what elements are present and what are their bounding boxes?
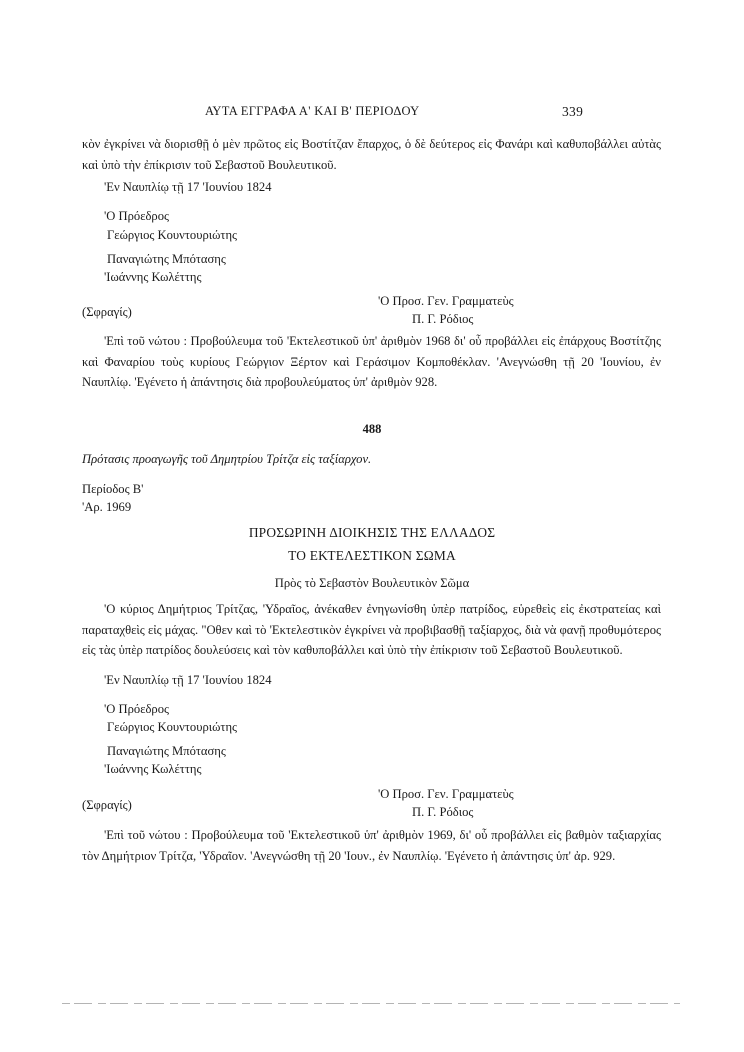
place-date-1: 'Εν Ναυπλίῳ τῇ 17 'Ιουνίου 1824	[104, 180, 272, 194]
seal-2: (Σφραγίς)	[82, 798, 132, 812]
president-title-1: 'Ο Πρόεδρος	[104, 209, 169, 223]
archive-number: 'Αρ. 1969	[82, 500, 132, 514]
verso-note-2: 'Επὶ τοῦ νώτου : Προβούλευμα τοῦ 'Εκτελεστικοῦ ὑπ' ἀριθμὸν 1969, δι' οὗ προβάλλει εἰς βαθμὸν ταξιαρχίας τὸν Δημήτριον Τρίτζα, 'Υδραῖον. 'Ανεγνώσθη τῇ 20 'Ιουν., ἐν Ναυπλίῳ. 'Εγένετο ἡ ἀπάντησις ὑπ' ἀρ. 929.	[82, 828, 661, 863]
signatory-1-2: Παναγιώτης Μπότασης	[107, 252, 226, 266]
secretary-title-2: 'Ο Προσ. Γεν. Γραμματεὺς	[378, 787, 514, 801]
president-title-2: 'Ο Πρόεδρος	[104, 702, 169, 716]
government-heading: ΠΡΟΣΩΡΙΝΗ ΔΙΟΙΚΗΣΙΣ ΤΗΣ ΕΛΛΑΔΟΣ	[248, 525, 496, 540]
scan-artifact-line	[62, 1003, 680, 1004]
signatory-1-1: Γεώργιος Κουντουριώτης	[107, 228, 238, 242]
continuation-paragraph: κὸν ἐγκρίνει νὰ διορισθῇ ὁ μὲν πρῶτος εἰς Βοστίτζαν ἔπαρχος, ὁ δὲ δεύτερος εἰς Φανάρι καὶ καθυποβάλλει αὐτὰς καὶ ὑπὸ τὴν ἐπίκρισιν τοῦ Σεβαστοῦ Βουλευτικοῦ.	[82, 137, 661, 172]
signatory-2-2: Παναγιώτης Μπότασης	[107, 744, 226, 758]
secretary-name-1: Π. Γ. Ρόδιος	[412, 312, 474, 326]
place-date-2: 'Εν Ναυπλίῳ τῇ 17 'Ιουνίου 1824	[104, 673, 272, 687]
document-number: 488	[362, 422, 382, 436]
seal-1: (Σφραγίς)	[82, 305, 132, 319]
page-number: 339	[562, 104, 584, 119]
verso-note-1: 'Επὶ τοῦ νώτου : Προβούλευμα τοῦ 'Εκτελεστικοῦ ὑπ' ἀριθμὸν 1968 δι' οὗ προβάλλει εἰς ἐπάρχους Βοστίτζης καὶ Φαναρίου τοὺς κυρίους Γεώργιον Ξέρτον καὶ Γεράσιμον Κομποθέκλαν. 'Ανεγνώσθη τῇ 20 'Ιουνίου, ἐν Ναυπλίῳ. 'Εγένετο ἡ ἀπάντησις διὰ προβουλεύματος ὑπ' ἀριθμὸν 928.	[82, 334, 661, 390]
document-summary: Πρότασις προαγωγῆς τοῦ Δημητρίου Τρίτζα εἰς ταξίαρχον.	[82, 452, 372, 466]
running-header-title: ΑΥΤΑ ΕΓΓΡΑΦΑ Α' ΚΑΙ Β' ΠΕΡΙΟΔΟΥ	[205, 104, 420, 118]
signatory-1-3: 'Ιωάννης Κωλέττης	[104, 270, 202, 284]
executive-heading: ΤΟ ΕΚΤΕΛΕΣΤΙΚΟΝ ΣΩΜΑ	[288, 548, 456, 563]
signatory-2-1: Γεώργιος Κουντουριώτης	[107, 720, 238, 734]
main-body-paragraph: 'Ο κύριος Δημήτριος Τρίτζας, 'Υδραῖος, ἀνέκαθεν ἐνηγωνίσθη ὑπὲρ πατρίδος, εὑρεθεὶς εἰς ἐκστρατείας καὶ παραταχθεὶς εἰς μάχας. "Οθεν καὶ τὸ 'Εκτελεστικὸν ἐγκρίνει νὰ προβιβασθῇ ταξίαρχος, διὰ νὰ φανῇ προθυμότερος εἰς τὰς ὑπὲρ πατρίδος δουλεύσεις καὶ τὸν καθυποβάλλει καὶ ὑπὸ τὴν ἐπίκρισιν τοῦ Σεβαστοῦ Βουλευτικοῦ.	[82, 602, 661, 658]
secretary-name-2: Π. Γ. Ρόδιος	[412, 805, 474, 819]
secretary-title-1: 'Ο Προσ. Γεν. Γραμματεὺς	[378, 294, 514, 308]
addressee-line: Πρὸς τὸ Σεβαστὸν Βουλευτικὸν Σῶμα	[274, 576, 470, 590]
period-label: Περίοδος Β'	[82, 482, 144, 496]
signatory-2-3: 'Ιωάννης Κωλέττης	[104, 762, 202, 776]
